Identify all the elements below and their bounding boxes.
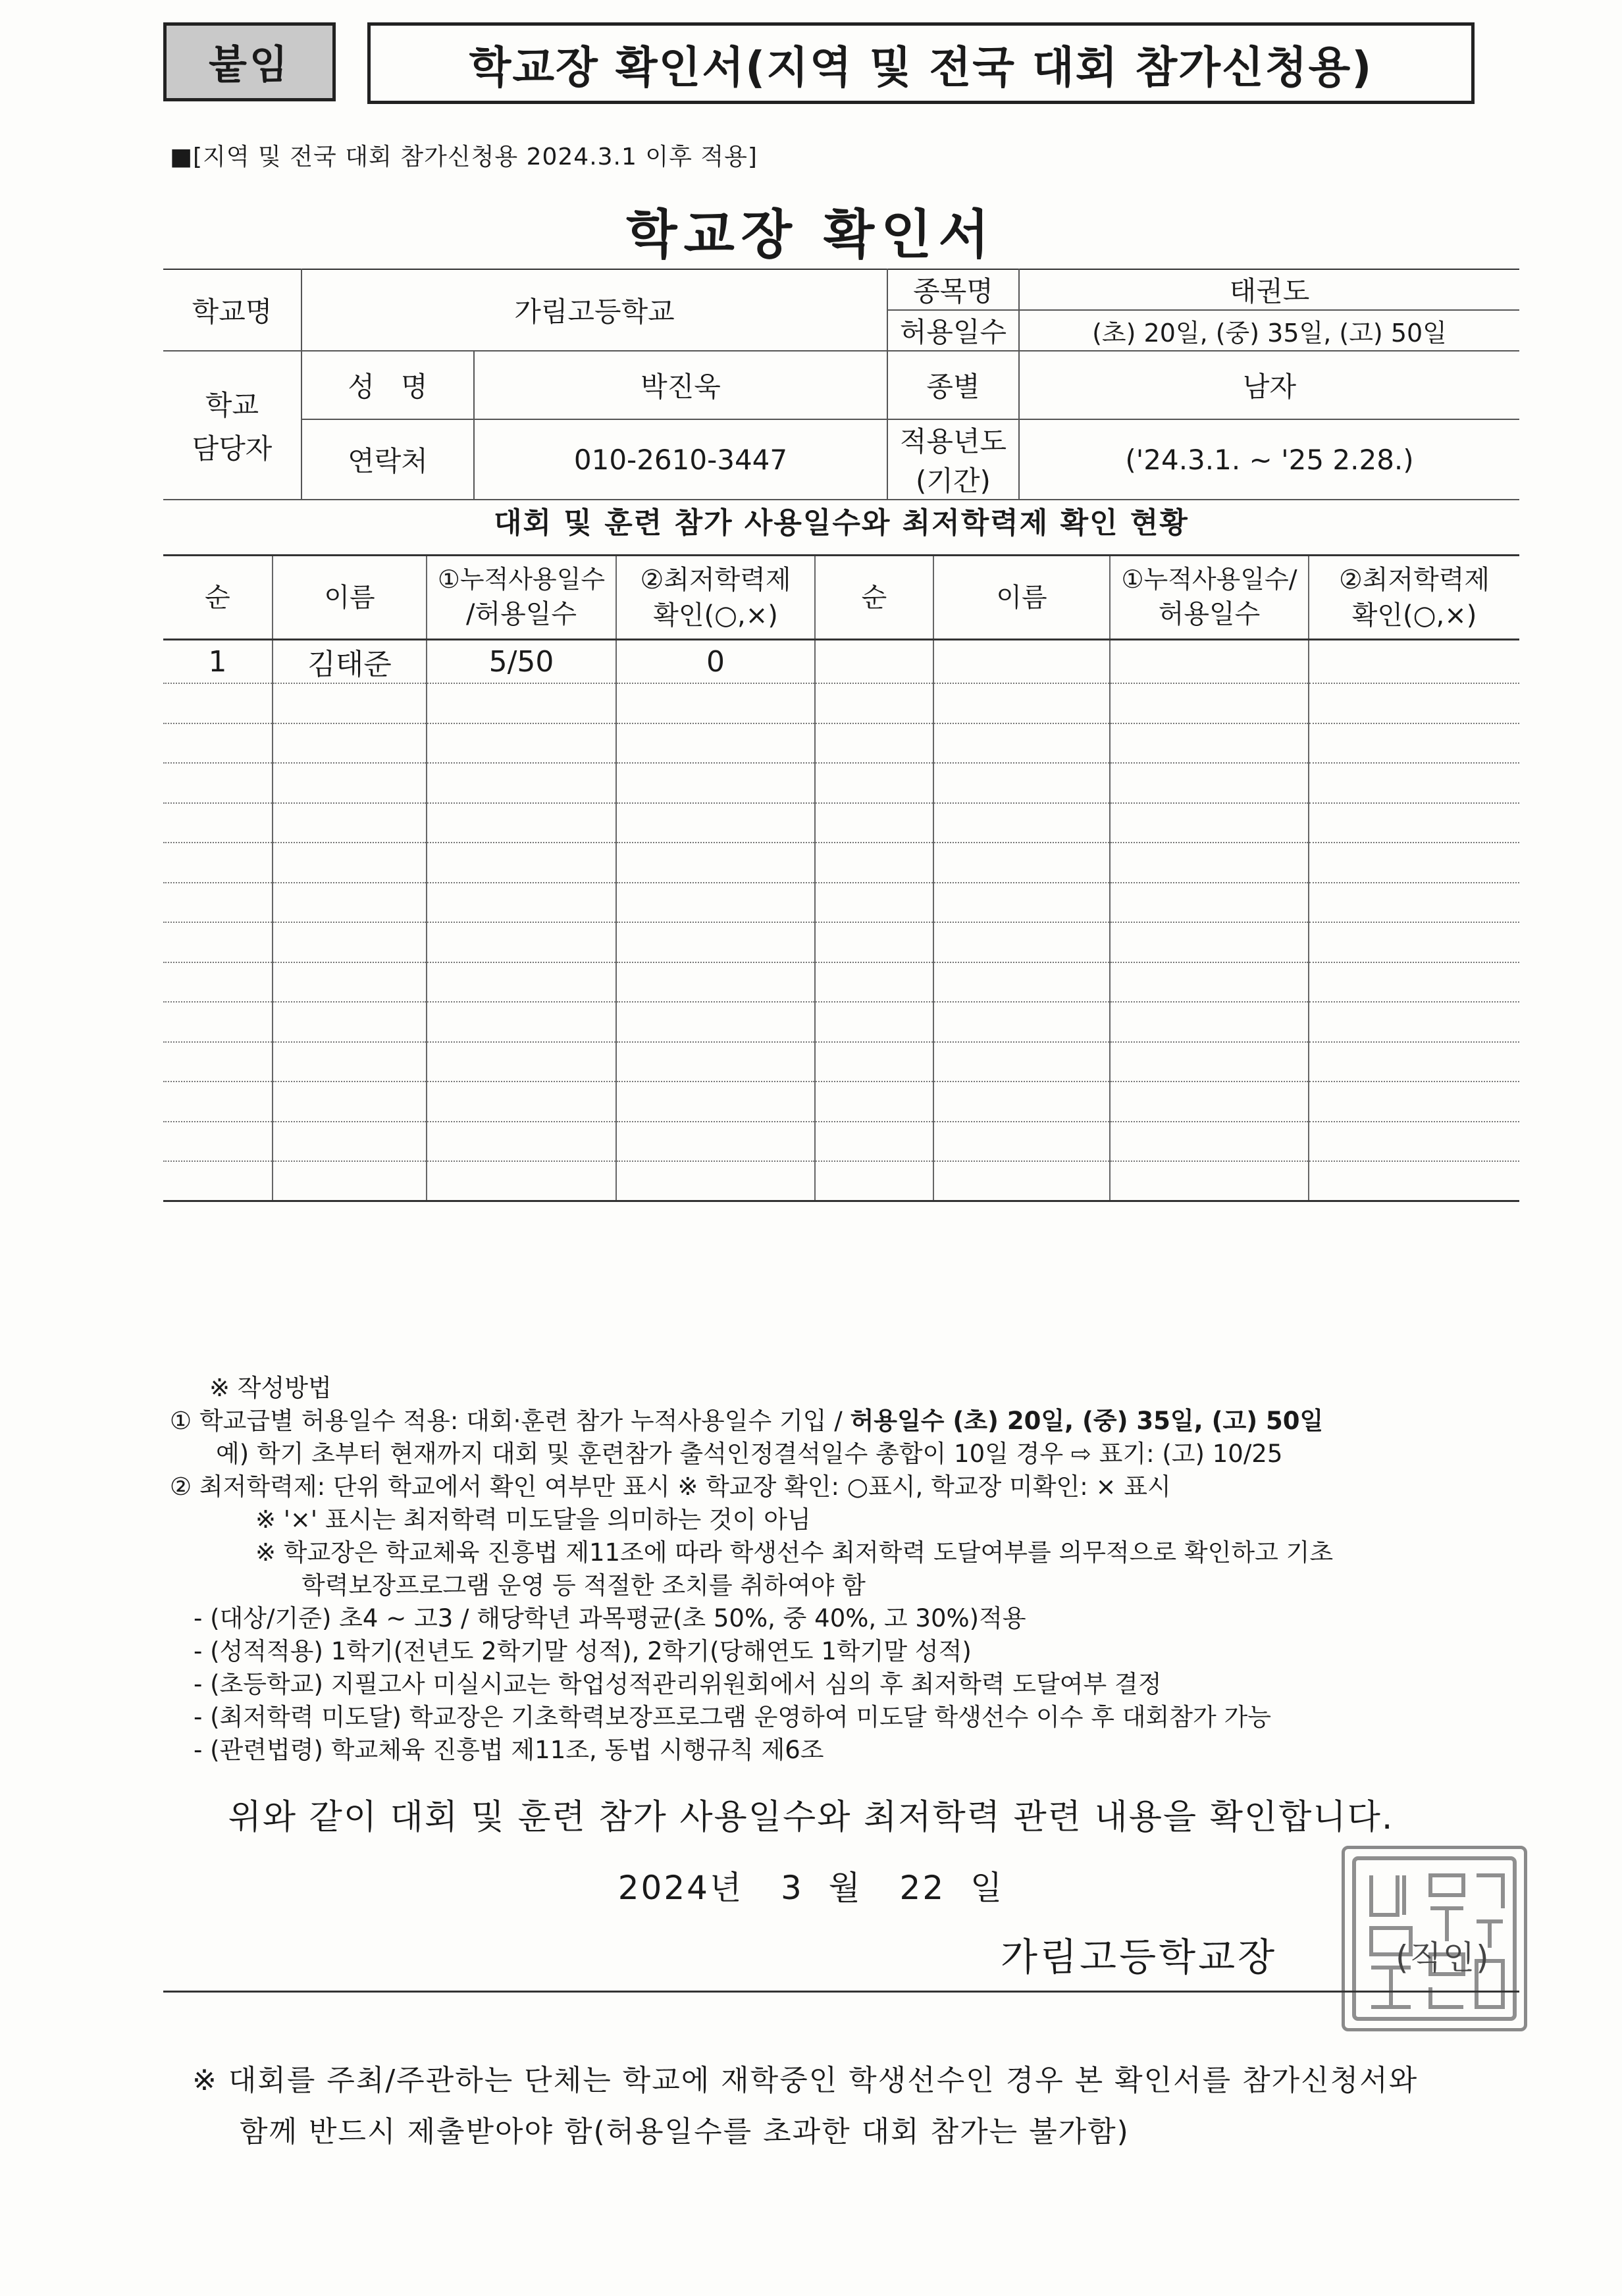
table-row bbox=[163, 763, 1519, 803]
cell-no bbox=[163, 843, 273, 883]
note-4-cont: 학력보장프로그램 운영 등 적절한 조치를 취하여야 함 bbox=[301, 1571, 866, 1600]
cell-name bbox=[273, 1082, 427, 1122]
cell-name bbox=[273, 1122, 427, 1162]
school-name-value: 가림고등학교 bbox=[301, 269, 887, 351]
cell-check bbox=[616, 803, 815, 843]
cell-days bbox=[427, 1002, 616, 1042]
cell-days-right bbox=[1110, 683, 1309, 723]
cell-no bbox=[163, 1161, 273, 1201]
cell-check-right bbox=[1309, 922, 1519, 962]
issue-date: 2024년 3 월 22 일 bbox=[617, 1869, 1005, 1907]
header-check bbox=[616, 556, 815, 640]
cell-days bbox=[427, 1161, 616, 1201]
sport-label: 종목명 bbox=[887, 269, 1019, 310]
cell-no-right bbox=[815, 1122, 933, 1162]
cell-check-right bbox=[1309, 1082, 1519, 1122]
cell-check-right bbox=[1309, 962, 1519, 1003]
cell-no bbox=[163, 922, 273, 962]
cell-no-right bbox=[815, 803, 933, 843]
cell-days bbox=[427, 843, 616, 883]
note-3: ※ '×' 표시는 최저학력 미도달을 의미하는 것이 아님 bbox=[255, 1505, 811, 1534]
table-row bbox=[163, 1161, 1519, 1201]
table-row bbox=[163, 883, 1519, 923]
period-value: ('24.3.1. ~ '25 2.28.) bbox=[1019, 419, 1519, 500]
manager-label bbox=[163, 351, 301, 500]
cell-no bbox=[163, 883, 273, 923]
cell-name bbox=[273, 962, 427, 1003]
cell-name-right bbox=[933, 803, 1110, 843]
cell-name bbox=[273, 803, 427, 843]
cell-name: 김태준 bbox=[273, 640, 427, 684]
cell-no-right bbox=[815, 1082, 933, 1122]
cell-check bbox=[616, 763, 815, 803]
note-1-example: 예) 학기 초부터 현재까지 대회 및 훈련참가 출석인정결석일수 총합이 10일 경우 ⇨ 표기: (고) 10/25 bbox=[216, 1440, 1283, 1468]
table-row bbox=[163, 962, 1519, 1003]
cell-check-right bbox=[1309, 843, 1519, 883]
cell-name-right bbox=[933, 883, 1110, 923]
note-6: - (성적적용) 1학기(전년도 2학기말 성적), 2학기(당해연도 1학기말 성적) bbox=[194, 1637, 972, 1665]
cell-days-right bbox=[1110, 922, 1309, 962]
cell-name-right bbox=[933, 640, 1110, 684]
table-row bbox=[163, 683, 1519, 723]
cell-no-right bbox=[815, 883, 933, 923]
cell-name bbox=[273, 683, 427, 723]
cell-name-right bbox=[933, 1042, 1110, 1082]
header-days-right bbox=[1110, 556, 1309, 640]
table-row bbox=[163, 723, 1519, 764]
cell-no-right bbox=[815, 640, 933, 684]
header-check-right bbox=[1309, 556, 1519, 640]
instructions-heading: ※ 작성방법 bbox=[209, 1374, 332, 1402]
cell-check bbox=[616, 1122, 815, 1162]
cell-name bbox=[273, 1002, 427, 1042]
cell-name-right bbox=[933, 763, 1110, 803]
cell-no bbox=[163, 763, 273, 803]
period-label bbox=[887, 419, 1019, 500]
header-no: 순 bbox=[163, 556, 273, 640]
cell-no bbox=[163, 1082, 273, 1122]
applicability-note: ■[지역 및 전국 대회 참가신청용 2024.3.1 이후 적용] bbox=[170, 144, 758, 170]
cell-check-right bbox=[1309, 763, 1519, 803]
cell-days: 5/50 bbox=[427, 640, 616, 684]
cell-days-right bbox=[1110, 640, 1309, 684]
footer-line-2: 함께 반드시 제출받아야 함(허용일수를 초과한 대회 참가는 불가함) bbox=[240, 2115, 1130, 2149]
cell-name bbox=[273, 1042, 427, 1082]
footer-line-1: ※ 대회를 주최/주관하는 단체는 학교에 재학중인 학생선수인 경우 본 확인서를 참가신청서와 bbox=[192, 2064, 1419, 2097]
school-name-label: 학교명 bbox=[163, 269, 301, 351]
note-1-text: ① 학교급별 허용일수 적용: 대회·훈련 참가 누적사용일수 기입 / bbox=[170, 1407, 850, 1435]
cell-days-right bbox=[1110, 962, 1309, 1003]
header-check-line1: ②최저학력제 bbox=[640, 564, 791, 595]
cell-days-right bbox=[1110, 1002, 1309, 1042]
cell-name bbox=[273, 1161, 427, 1201]
cell-name-right bbox=[933, 1082, 1110, 1122]
cell-no-right bbox=[815, 1161, 933, 1201]
note-5: - (대상/기준) 초4 ~ 고3 / 해당학년 과목평균(초 50%, 중 40%, 고 30%)적용 bbox=[194, 1604, 1026, 1632]
cell-check-right bbox=[1309, 883, 1519, 923]
divider bbox=[163, 1991, 1519, 1993]
cell-no bbox=[163, 683, 273, 723]
cell-no bbox=[163, 1042, 273, 1082]
cell-check bbox=[616, 843, 815, 883]
cell-days bbox=[427, 1042, 616, 1082]
header-name-right: 이름 bbox=[933, 556, 1110, 640]
table-row bbox=[163, 1042, 1519, 1082]
header-days-line1: ①누적사용일수 bbox=[437, 564, 606, 594]
gender-value: 남자 bbox=[1019, 351, 1519, 419]
instructions bbox=[170, 1372, 1526, 1767]
note-7: - (초등학교) 지필고사 미실시교는 학업성적관리위원회에서 심의 후 최저학력 도달여부 결정 bbox=[194, 1670, 1162, 1698]
cell-check-right bbox=[1309, 1122, 1519, 1162]
period-label-line1: 적용년도 bbox=[899, 425, 1007, 457]
cell-days bbox=[427, 683, 616, 723]
form-title: 학교장 확인서 bbox=[626, 204, 996, 265]
cell-days-right bbox=[1110, 883, 1309, 923]
cell-no: 1 bbox=[163, 640, 273, 684]
footer-note bbox=[192, 2055, 1418, 2158]
cell-days bbox=[427, 763, 616, 803]
cell-check bbox=[616, 962, 815, 1003]
cell-no bbox=[163, 1122, 273, 1162]
cell-days-right bbox=[1110, 1122, 1309, 1162]
manager-label-line1: 학교 bbox=[205, 389, 259, 421]
header-name: 이름 bbox=[273, 556, 427, 640]
table-row bbox=[163, 640, 1519, 684]
school-info-table bbox=[163, 269, 1519, 500]
cell-check bbox=[616, 723, 815, 764]
confirmation-statement: 위와 같이 대회 및 훈련 참가 사용일수와 최저학력 관련 내용을 확인합니다. bbox=[228, 1798, 1394, 1837]
header-no-right: 순 bbox=[815, 556, 933, 640]
header-days bbox=[427, 556, 616, 640]
document-heading: 학교장 확인서(지역 및 전국 대회 참가신청용) bbox=[367, 22, 1475, 104]
cell-no-right bbox=[815, 1002, 933, 1042]
cell-check-right bbox=[1309, 640, 1519, 684]
cell-days bbox=[427, 1082, 616, 1122]
cell-check-right bbox=[1309, 803, 1519, 843]
cell-no bbox=[163, 962, 273, 1003]
period-label-line2: (기간) bbox=[916, 465, 991, 497]
cell-days bbox=[427, 922, 616, 962]
cell-no bbox=[163, 1002, 273, 1042]
contact-label: 연락처 bbox=[301, 419, 474, 500]
cell-check: 0 bbox=[616, 640, 815, 684]
cell-name-right bbox=[933, 683, 1110, 723]
cell-days-right bbox=[1110, 843, 1309, 883]
note-1-bold: 허용일수 (초) 20일, (중) 35일, (고) 50일 bbox=[850, 1407, 1324, 1435]
cell-check bbox=[616, 922, 815, 962]
cell-days bbox=[427, 1122, 616, 1162]
cell-no-right bbox=[815, 723, 933, 764]
note-2: ② 최저학력제: 단위 학교에서 확인 여부만 표시 ※ 학교장 확인: ○표시, 학교장 미확인: × 표시 bbox=[170, 1473, 1171, 1501]
cell-name bbox=[273, 843, 427, 883]
contact-value: 010-2610-3447 bbox=[474, 419, 887, 500]
cell-days bbox=[427, 883, 616, 923]
manager-name-label: 성 명 bbox=[301, 351, 474, 419]
cell-check bbox=[616, 1161, 815, 1201]
cell-days-right bbox=[1110, 1082, 1309, 1122]
note-4: ※ 학교장은 학교체육 진흥법 제11조에 따라 학생선수 최저학력 도달여부를 의무적으로 확인하고 기초 bbox=[255, 1538, 1334, 1567]
cell-check-right bbox=[1309, 1161, 1519, 1201]
status-caption: 대회 및 훈련 참가 사용일수와 최저학력제 확인 현황 bbox=[494, 506, 1189, 540]
header-days-right-line1: ①누적사용일수/ bbox=[1121, 564, 1297, 594]
cell-check-right bbox=[1309, 1042, 1519, 1082]
cell-name bbox=[273, 922, 427, 962]
cell-name bbox=[273, 723, 427, 764]
cell-check bbox=[616, 1002, 815, 1042]
cell-name bbox=[273, 883, 427, 923]
header-check-right-line1: ②최저학력제 bbox=[1338, 564, 1490, 595]
cell-days-right bbox=[1110, 1161, 1309, 1201]
table-row bbox=[163, 803, 1519, 843]
cell-name-right bbox=[933, 922, 1110, 962]
manager-name-value: 박진욱 bbox=[474, 351, 887, 419]
cell-days-right bbox=[1110, 763, 1309, 803]
cell-no-right bbox=[815, 763, 933, 803]
cell-no bbox=[163, 803, 273, 843]
cell-check bbox=[616, 683, 815, 723]
cell-no-right bbox=[815, 1042, 933, 1082]
table-row bbox=[163, 1002, 1519, 1042]
allowed-days-value: (초) 20일, (중) 35일, (고) 50일 bbox=[1019, 310, 1519, 351]
cell-days-right bbox=[1110, 803, 1309, 843]
table-row bbox=[163, 922, 1519, 962]
cell-days-right bbox=[1110, 723, 1309, 764]
cell-check bbox=[616, 883, 815, 923]
table-row bbox=[163, 1122, 1519, 1162]
note-8: - (최저학력 미도달) 학교장은 기초학력보장프로그램 운영하여 미도달 학생선수 이수 후 대회참가 가능 bbox=[194, 1703, 1272, 1731]
cell-no-right bbox=[815, 843, 933, 883]
note-9: - (관련법령) 학교체육 진흥법 제11조, 동법 시행규칙 제6조 bbox=[194, 1736, 824, 1764]
cell-name-right bbox=[933, 1161, 1110, 1201]
note-1 bbox=[170, 1405, 1526, 1438]
cell-check-right bbox=[1309, 1002, 1519, 1042]
cell-check bbox=[616, 1042, 815, 1082]
cell-days bbox=[427, 962, 616, 1003]
header-check-line2: 확인(○,×) bbox=[653, 600, 778, 631]
cell-no-right bbox=[815, 922, 933, 962]
status-table bbox=[163, 554, 1519, 1202]
allowed-days-label: 허용일수 bbox=[887, 310, 1019, 351]
header-days-line2: /허용일수 bbox=[465, 599, 577, 630]
table-row bbox=[163, 843, 1519, 883]
cell-check-right bbox=[1309, 683, 1519, 723]
cell-name-right bbox=[933, 1002, 1110, 1042]
cell-name-right bbox=[933, 962, 1110, 1003]
cell-check-right bbox=[1309, 723, 1519, 764]
cell-name-right bbox=[933, 723, 1110, 764]
cell-no-right bbox=[815, 962, 933, 1003]
cell-check bbox=[616, 1082, 815, 1122]
header-check-right-line2: 확인(○,×) bbox=[1351, 600, 1477, 631]
cell-no bbox=[163, 723, 273, 764]
cell-days bbox=[427, 803, 616, 843]
principal-name: 가림고등학교장 bbox=[1001, 1935, 1278, 1979]
seal-label: (직인) bbox=[1396, 1939, 1490, 1977]
cell-name-right bbox=[933, 843, 1110, 883]
gender-label: 종별 bbox=[887, 351, 1019, 419]
sport-value: 태권도 bbox=[1019, 269, 1519, 310]
cell-days bbox=[427, 723, 616, 764]
cell-no-right bbox=[815, 683, 933, 723]
table-row bbox=[163, 1082, 1519, 1122]
attachment-tag: 붙임 bbox=[163, 22, 336, 101]
cell-name bbox=[273, 763, 427, 803]
manager-label-line2: 담당자 bbox=[192, 432, 273, 465]
cell-days-right bbox=[1110, 1042, 1309, 1082]
header-days-right-line2: 허용일수 bbox=[1158, 599, 1261, 630]
cell-name-right bbox=[933, 1122, 1110, 1162]
